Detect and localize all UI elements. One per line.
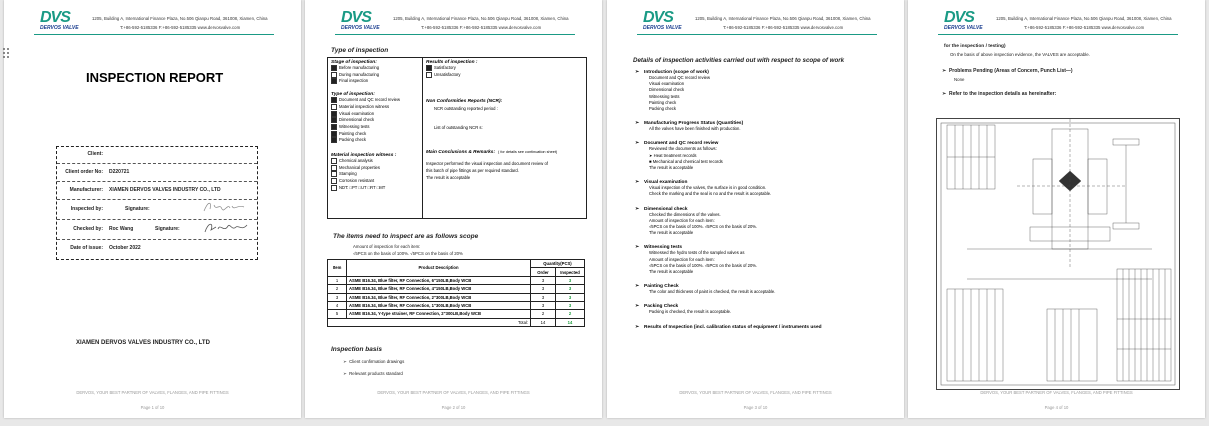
footer-slogan: DERVOS, YOUR BEST PARTNER OF VALVES, FLANGES, AND PIPE FITTINGS: [377, 390, 530, 395]
section-line: Document and QC record review: [649, 75, 710, 80]
page-2: [305, 0, 602, 418]
checkbox-row: [331, 65, 421, 72]
cover-info-table: [56, 146, 258, 260]
inspected-qty: 3: [556, 285, 585, 293]
bullet-arrow-icon: ➢: [635, 180, 640, 186]
checked-box-icon[interactable]: [331, 78, 337, 84]
checkbox-row: [331, 72, 421, 79]
page-number: Page 4 of 10: [1044, 405, 1069, 410]
section-heading: Material inspection witness :: [331, 153, 397, 159]
footer-slogan: DERVOS, YOUR BEST PARTNER OF VALVES, FLANGES, AND PIPE FITTINGS: [980, 390, 1133, 395]
ncr-line: NCR outstanding reported period :: [434, 106, 498, 112]
unchecked-box-icon[interactable]: [331, 72, 337, 78]
company-name: XIAMEN DERVOS VALVES INDUSTRY CO., LTD: [76, 340, 210, 346]
order-qty: 3: [531, 285, 556, 293]
client-label: Client:: [87, 151, 103, 157]
conclusion-text: The result is acceptable: [426, 174, 471, 180]
drag-handle-icon[interactable]: [3, 48, 10, 57]
page-header: [908, 0, 1205, 36]
checkbox-row: [331, 97, 421, 104]
inspected-qty: 3: [556, 301, 585, 309]
company-logo: [944, 11, 986, 33]
table-total-row: [328, 318, 585, 326]
checkbox-row: [331, 171, 421, 178]
checkbox-label: During manufacturing: [339, 71, 380, 77]
pending-value: None: [954, 77, 965, 82]
refer-text: ➢ Refer to the inspection details as hereinafter:: [942, 91, 1057, 97]
checkbox-row: [331, 104, 421, 111]
logo-subtitle: DERVOS VALVE: [944, 25, 983, 31]
section-line: Checked the dimensions of the valves.: [649, 211, 721, 217]
checkbox-label: Packing check: [339, 137, 366, 143]
checked-box-icon[interactable]: [331, 117, 337, 123]
checked-by-label: Checked by:: [73, 226, 103, 232]
section-heading-text: Painting Check: [644, 284, 679, 290]
details-title: Details of inspection activities carried out with respect to scope of work: [633, 57, 845, 64]
total-inspected: 14: [556, 318, 585, 326]
item-description: ASME B16.34, Blue filter, RF Connection, 2"300LB,Body WCB: [347, 293, 531, 301]
order-no-label: Client order No:: [65, 169, 103, 175]
header-contact: T:+86-592-5185336 F:+86-592-5185335 www.dervosvalve.com: [120, 25, 241, 30]
section-line: Amount of inspection for each item:: [649, 256, 715, 262]
checkbox-row: [331, 78, 421, 85]
section-line: √5PCS on the basis of 100%. √5PCS on the basis of 20%.: [649, 224, 758, 230]
logo-mark: DVS: [40, 9, 70, 26]
pending-title-text: Problems Pending (Areas of Concern, Punch List—): [948, 68, 1073, 74]
checkbox-row: [331, 124, 421, 131]
item-description: ASME B16.34, Blue filter, RF Connection, 1"300LB,Body WCB: [347, 301, 531, 309]
checkbox-label: Dimensional check: [339, 117, 375, 123]
divider: [422, 58, 423, 218]
col-item: Item: [328, 260, 347, 277]
order-no-value: D220721: [109, 169, 130, 175]
col-order: Order: [531, 268, 556, 276]
checked-box-icon[interactable]: [331, 137, 337, 143]
inspected-by-label: Inspected by:: [70, 206, 103, 212]
section-line: √5PCS on the basis of 100%. √5PCS on the basis of 20%.: [649, 262, 758, 268]
order-qty: 3: [531, 293, 556, 301]
inspection-basis-title: Inspection basis: [331, 346, 382, 353]
section-heading-text: Document and QC record review: [644, 141, 719, 147]
item-description: ASME B16.34, Blue filter, RF Connection, 4"150LB,Body WCB: [347, 285, 531, 293]
intro-line: for the inspection / testing): [944, 44, 1006, 49]
logo-mark: DVS: [944, 9, 974, 26]
page-number: Page 3 of 10: [743, 405, 768, 410]
section-heading: Stage of inspection:: [331, 60, 377, 65]
pending-title: ➢ Problems Pending (Areas of Concern, Punch List—): [942, 68, 1073, 74]
checkbox-row: [331, 158, 421, 165]
table-header-row: [328, 260, 585, 268]
section-line: The result is acceptable: [649, 269, 694, 275]
checkbox-label: Unsatisfactory: [434, 71, 461, 77]
manufacturer-value: XIAMEN DERVOS VALVES INDUSTRY CO., LTD: [109, 187, 221, 193]
inspection-type-box: [327, 57, 587, 219]
section-line: The result is acceptable: [649, 230, 694, 236]
section-line: Dimensional check: [649, 87, 685, 93]
checkbox-label: Document and QC record review: [339, 97, 400, 103]
header-contact: T:+86-592-5185336 F:+86-592-5185335 www.dervosvalve.com: [421, 25, 542, 30]
header-rule: [938, 34, 1178, 35]
page-header: [305, 0, 602, 36]
table-row: [328, 276, 585, 284]
scope-text: √5PCS on the basis of 100%. √5PCS on the basis of 20%: [353, 251, 463, 256]
checkbox-label: Mechanical properties: [339, 164, 380, 170]
section-line: Packing check: [649, 106, 676, 112]
inspector-signature-icon: [200, 199, 248, 217]
section-line: Painting check: [649, 99, 677, 105]
checkbox-row: [426, 65, 584, 72]
date-label: Date of issue:: [70, 245, 103, 251]
section-heading-text: Introduction (scope of work): [644, 70, 709, 75]
bullet-arrow-icon: ➢: [635, 324, 640, 330]
technical-drawing: [936, 118, 1180, 390]
item-description: ASME B16.34, Y-type strainer, RF Connection, 2"300LB,Body WCB: [347, 310, 531, 318]
checkbox-label: Chemical analysis: [339, 158, 373, 164]
header-rule: [34, 34, 274, 35]
basis-item: ➢ Relevant products standard: [343, 371, 403, 376]
section-line: ■ Mechanical and chemical test records: [649, 158, 723, 164]
logo-subtitle: DERVOS VALVE: [341, 25, 380, 31]
col-inspected: Inspected: [556, 268, 585, 276]
amount-text: Amount of inspection for each item:: [353, 244, 421, 249]
checkbox-row: [331, 185, 421, 192]
conclusions-note: ( for details see continuation sheet): [498, 150, 558, 155]
acceptance-text: On the basis of above inspection evidence, the VALVES are acceptable.: [950, 52, 1090, 57]
checkbox-row: [426, 72, 584, 79]
divider: [57, 163, 257, 164]
bullet-arrow-icon: ➢: [635, 70, 640, 75]
item-number: 1: [328, 276, 347, 284]
header-address: 1205, Building A, International Finance Plaza, No.506 Qianpu Road, 361008, Xiamen, China: [393, 16, 569, 21]
logo-mark: DVS: [643, 9, 673, 26]
inspected-qty: 2: [556, 310, 585, 318]
header-contact: T:+86-592-5185336 F:+86-592-5185335 www.dervosvalve.com: [723, 25, 844, 30]
section-heading-text: Manufacturing Progress Status (Quantities): [644, 121, 744, 127]
item-number: 2: [328, 285, 347, 293]
conclusions-title: Main Conclusions & Remarks:: [426, 150, 496, 156]
section-heading-text: Witnessing tests: [644, 245, 683, 251]
basis-item-text: Client confirmation drawings: [349, 359, 405, 364]
conclusion-text: Inspector performed the visual inspection and document review of: [426, 161, 548, 167]
item-description: ASME B16.34, Blue filter, RF Connection, 6"150LB,Body WCB: [347, 276, 531, 284]
details-sections: [635, 70, 897, 330]
section-heading: Non Conformities Reports (NCR):: [426, 99, 503, 105]
inspection-left-column: [331, 60, 421, 192]
item-number: 4: [328, 301, 347, 309]
table-row: [328, 293, 585, 301]
checked-box-icon[interactable]: [331, 111, 337, 117]
bullet-arrow-icon: ➢: [635, 206, 640, 212]
checkbox-label: Visual examination: [339, 110, 375, 116]
section-line: Witnessed the hydro tests of the sampled valves as: [649, 250, 745, 256]
checked-signature-label: Signature:: [155, 226, 180, 232]
checkbox-label: Witnessing tests: [339, 124, 370, 130]
section-line: The result is acceptable: [649, 165, 694, 171]
valve-drawing-icon: [937, 119, 1179, 389]
unchecked-box-icon[interactable]: [331, 158, 337, 164]
header-address: 1205, Building A, International Finance Plaza, No.506 Qianpu Road, 361008, Xiamen, China: [695, 16, 871, 21]
logo-subtitle: DERVOS VALVE: [643, 25, 682, 31]
item-number: 3: [328, 293, 347, 301]
unchecked-box-icon[interactable]: [331, 171, 337, 177]
footer-slogan: DERVOS, YOUR BEST PARTNER OF VALVES, FLANGES, AND PIPE FITTINGS: [679, 390, 832, 395]
divider: [57, 239, 257, 240]
checkbox-label: Before manufacturing: [339, 65, 380, 71]
bullet-arrow-icon: ➢: [635, 304, 640, 310]
inspection-right-column: [426, 60, 584, 181]
header-rule: [637, 34, 877, 35]
page-4: [908, 0, 1205, 418]
footer-slogan: DERVOS, YOUR BEST PARTNER OF VALVES, FLANGES, AND PIPE FITTINGS: [76, 390, 229, 395]
checkbox-label: NDT: □PT □UT □RT □MT: [339, 184, 386, 190]
bullet-arrow-icon: ➢: [635, 141, 640, 147]
items-scope-title: The items need to inspect are as follows scope: [333, 233, 479, 240]
total-order: 14: [531, 318, 556, 326]
table-row: [328, 310, 585, 318]
divider: [57, 181, 257, 182]
checked-box-icon[interactable]: [331, 124, 337, 130]
checked-box-icon[interactable]: [331, 131, 337, 137]
checked-box-icon[interactable]: [331, 65, 337, 71]
section-line: The color and thickness of paint is checked, the result is acceptable.: [649, 289, 776, 295]
section-heading-text: Dimensional check: [644, 206, 688, 212]
unchecked-box-icon[interactable]: [331, 104, 337, 110]
item-number: 5: [328, 310, 347, 318]
inspected-signature-label: Signature:: [125, 206, 150, 212]
checked-by-value: Roc Wang: [109, 226, 134, 232]
unchecked-box-icon[interactable]: [331, 185, 337, 191]
section-heading: [635, 325, 897, 330]
header-address: 1205, Building A, International Finance Plaza, No.506 Qianpu Road, 361008, Xiamen, China: [92, 16, 268, 21]
bullet-arrow-icon: ➢: [635, 284, 640, 290]
section-line: Check the marking and the seal is no and the result is acceptable.: [649, 191, 772, 197]
checkbox-row: [331, 178, 421, 185]
header-contact: T:+86-592-5185336 F:+86-592-5185335 www.dervosvalve.com: [1024, 25, 1145, 30]
col-quantity: Quantity(PCS): [531, 260, 585, 268]
checker-signature-icon: [202, 219, 250, 237]
checkbox-label: Stamping: [339, 171, 357, 177]
checkbox-label: Satisfactory: [434, 65, 456, 71]
manufacturer-label: Manufacturer:: [69, 187, 103, 193]
ncr-line: List of outstanding NCR s:: [434, 125, 483, 131]
checkbox-label: Material inspection witness: [339, 103, 390, 109]
section-line: Reviewed the documents as follows:: [649, 146, 717, 152]
type-of-inspection-title: Type of inspection: [331, 47, 389, 54]
logo-subtitle: DERVOS VALVE: [40, 25, 79, 31]
header-rule: [335, 34, 575, 35]
page-3: [607, 0, 904, 418]
page-header: [607, 0, 904, 36]
unchecked-box-icon[interactable]: [426, 72, 432, 78]
section-line: Packing is checked, the result is acceptable.: [649, 309, 732, 315]
section-heading: Results of inspection :: [426, 60, 478, 65]
checkbox-row: [331, 137, 421, 144]
section-heading-text: Packing Check: [644, 304, 679, 310]
checkbox-row: [331, 117, 421, 124]
table-row: [328, 285, 585, 293]
refer-text-content: Refer to the inspection details as hereinafter:: [948, 91, 1057, 97]
basis-item-text: Relevant products standard: [349, 371, 403, 376]
order-qty: 3: [531, 301, 556, 309]
section-heading-text: Results of Inspection (incl. calibration status of equipment / instruments used: [644, 324, 822, 330]
checked-box-icon[interactable]: [331, 97, 337, 103]
checkbox-row: [331, 165, 421, 172]
basis-item: ➢ Client confirmation drawings: [343, 359, 405, 364]
section-line: Witnessing tests: [649, 93, 680, 99]
total-label: Total:: [328, 318, 531, 326]
company-logo: [341, 11, 383, 33]
inspected-qty: 3: [556, 293, 585, 301]
items-table: [327, 259, 585, 327]
section-heading-text: Visual examination: [644, 180, 688, 186]
checked-box-icon[interactable]: [426, 65, 432, 71]
page-number: Page 2 of 10: [441, 405, 466, 410]
section-line: All the valves have been finished with production.: [649, 126, 741, 132]
section-line: Visual inspection of the valves, the surface is in good condition.: [649, 185, 767, 191]
checkbox-label: Painting check: [339, 130, 367, 136]
unchecked-box-icon[interactable]: [331, 178, 337, 184]
date-value: October 2022: [109, 245, 141, 251]
order-qty: 2: [531, 310, 556, 318]
page-number: Page 1 of 10: [140, 405, 165, 410]
order-qty: 3: [531, 276, 556, 284]
section-line: ➤ Heat treatment records: [649, 152, 697, 158]
conclusion-text: this batch of pipe fittings as per required standard.: [426, 168, 519, 173]
page-1: [4, 0, 301, 418]
report-title: INSPECTION REPORT: [86, 70, 224, 85]
section-line: Visual examination: [649, 81, 685, 87]
header-address: 1205, Building A, International Finance Plaza, No.506 Qianpu Road, 361008, Xiamen, China: [996, 16, 1172, 21]
bullet-arrow-icon: ➢: [635, 245, 640, 251]
section-heading: Type of inspection:: [331, 92, 375, 98]
page-header: [4, 0, 301, 36]
checkbox-row: [331, 131, 421, 138]
col-description: Product Description: [347, 260, 531, 277]
unchecked-box-icon[interactable]: [331, 165, 337, 171]
checkbox-row: [331, 111, 421, 118]
company-logo: [643, 11, 685, 33]
checkbox-label: Final inspection: [339, 78, 369, 84]
section-line: Amount of inspection for each item:: [649, 217, 715, 223]
checkbox-label: Corrosion resistant: [339, 178, 375, 184]
inspected-qty: 3: [556, 276, 585, 284]
conclusions-heading: [426, 150, 584, 155]
table-row: [328, 301, 585, 309]
bullet-arrow-icon: ➢: [635, 121, 640, 127]
company-logo: [40, 11, 82, 33]
logo-mark: DVS: [341, 9, 371, 26]
